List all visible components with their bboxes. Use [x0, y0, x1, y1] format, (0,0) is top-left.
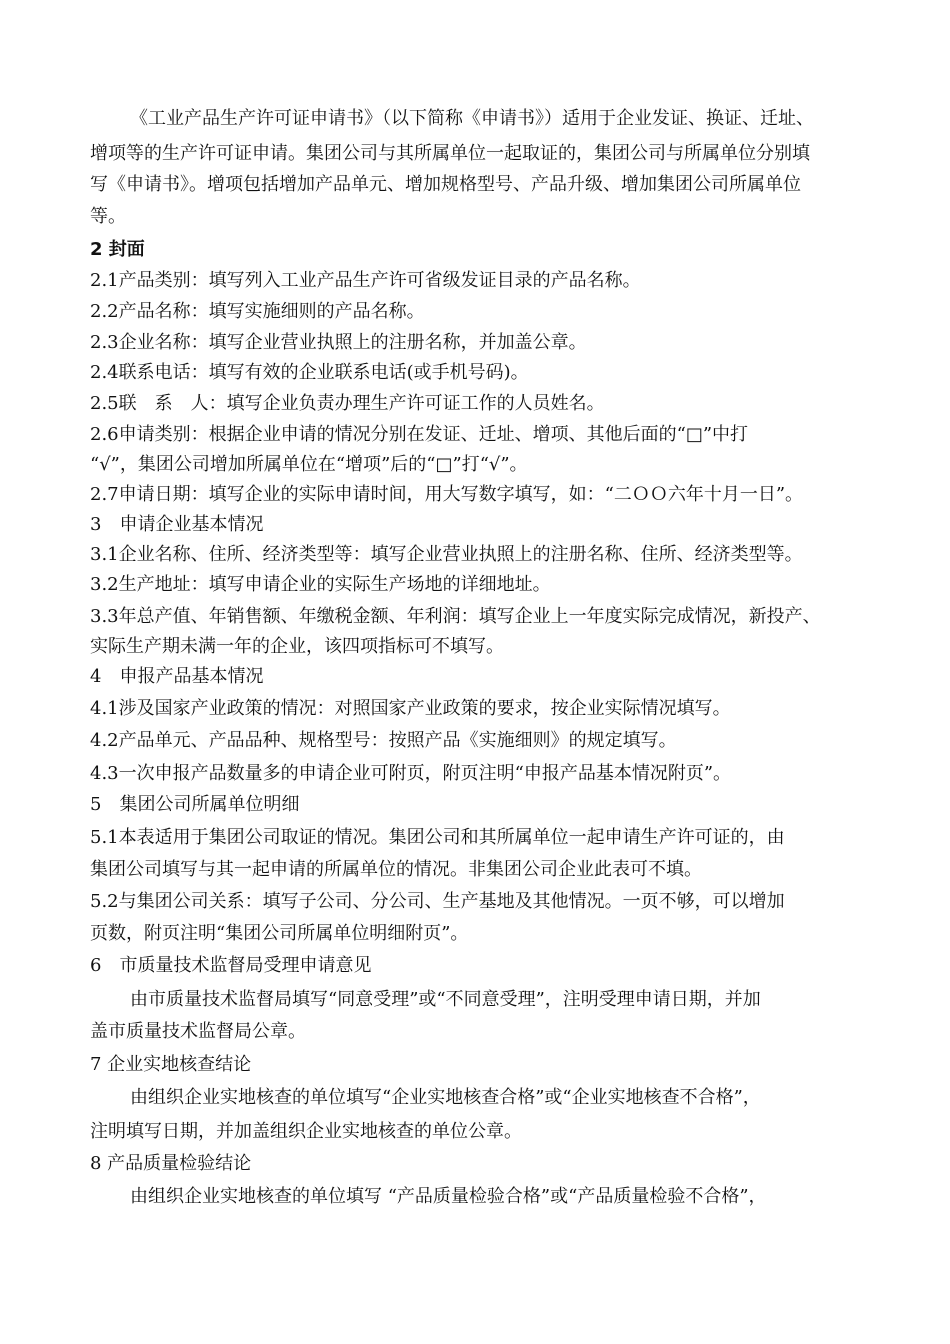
list-item: 2.3企业名称：填写企业营业执照上的注册名称，并加盖公章。: [90, 332, 587, 353]
list-item: 2.5联 系 人：填写企业负责办理生产许可证工作的人员姓名。: [90, 393, 605, 414]
list-item: 2.6申请类别：根据企业申请的情况分别在发证、迁址、增项、其他后面的“□”中打: [90, 424, 749, 445]
paragraph-line: 注明填写日期，并加盖组织企业实地核查的单位公章。: [90, 1121, 522, 1142]
section-heading-applicant: 3 申请企业基本情况: [90, 514, 264, 535]
list-item: 实际生产期未满一年的企业，该四项指标可不填写。: [90, 636, 504, 657]
list-item: 3.2生产地址：填写申请企业的实际生产场地的详细地址。: [90, 574, 551, 595]
list-item: 2.4联系电话：填写有效的企业联系电话(或手机号码)。: [90, 362, 529, 383]
list-item: 集团公司填写与其一起申请的所属单位的情况。非集团公司企业此表可不填。: [90, 859, 702, 880]
list-item: 5.1本表适用于集团公司取证的情况。集团公司和其所属单位一起申请生产许可证的，由: [90, 827, 785, 848]
list-item: 2.2产品名称：填写实施细则的产品名称。: [90, 301, 425, 322]
section-heading-cover: 2 封面: [90, 239, 145, 260]
list-item: 2.1产品类别：填写列入工业产品生产许可省级发证目录的产品名称。: [90, 270, 641, 291]
intro-line: 等。: [90, 206, 126, 227]
paragraph-line: 由组织企业实地核查的单位填写“企业实地核查合格”或“企业实地核查不合格”，: [130, 1087, 761, 1108]
list-item: “√”，集团公司增加所属单位在“增项”后的“□”打“√”。: [90, 454, 528, 475]
list-item: 3.1企业名称、住所、经济类型等：填写企业营业执照上的注册名称、住所、经济类型等。: [90, 544, 803, 565]
paragraph-line: 盖市质量技术监督局公章。: [90, 1021, 306, 1042]
section-heading-inspection: 7 企业实地核查结论: [90, 1054, 252, 1075]
list-item: 5.2与集团公司关系：填写子公司、分公司、生产基地及其他情况。一页不够，可以增加: [90, 891, 785, 912]
paragraph-line: 由组织企业实地核查的单位填写 “产品质量检验合格”或“产品质量检验不合格”，: [130, 1186, 767, 1207]
list-item: 4.1涉及国家产业政策的情况：对照国家产业政策的要求，按企业实际情况填写。: [90, 698, 731, 719]
section-heading-subsidiaries: 5 集团公司所属单位明细: [90, 794, 300, 815]
list-item: 页数，附页注明“集团公司所属单位明细附页”。: [90, 923, 469, 944]
list-item: 4.3一次申报产品数量多的申请企业可附页，附页注明“申报产品基本情况附页”。: [90, 763, 732, 784]
intro-line: 《工业产品生产许可证申请书》（以下简称《申请书》）适用于企业发证、换证、迁址、: [130, 108, 814, 129]
paragraph-line: 由市质量技术监督局填写“同意受理”或“不同意受理”，注明受理申请日期，并加: [130, 989, 761, 1010]
list-item: 4.2产品单元、产品品种、规格型号：按照产品《实施细则》的规定填写。: [90, 730, 677, 751]
list-item: 2.7申请日期：填写企业的实际申请时间，用大写数字填写，如：“二ＯＯ六年十月一日”。: [90, 484, 804, 505]
intro-line: 写《申请书》。增项包括增加产品单元、增加规格型号、产品升级、增加集团公司所属单位: [90, 174, 801, 195]
section-heading-products: 4 申报产品基本情况: [90, 666, 264, 687]
list-item: 3.3年总产值、年销售额、年缴税金额、年利润：填写企业上一年度实际完成情况，新投产、: [90, 606, 821, 627]
section-heading-acceptance: 6 市质量技术监督局受理申请意见: [90, 955, 372, 976]
section-heading-quality-test: 8 产品质量检验结论: [90, 1153, 252, 1174]
intro-line: 增项等的生产许可证申请。集团公司与其所属单位一起取证的，集团公司与所属单位分别填: [90, 143, 810, 164]
